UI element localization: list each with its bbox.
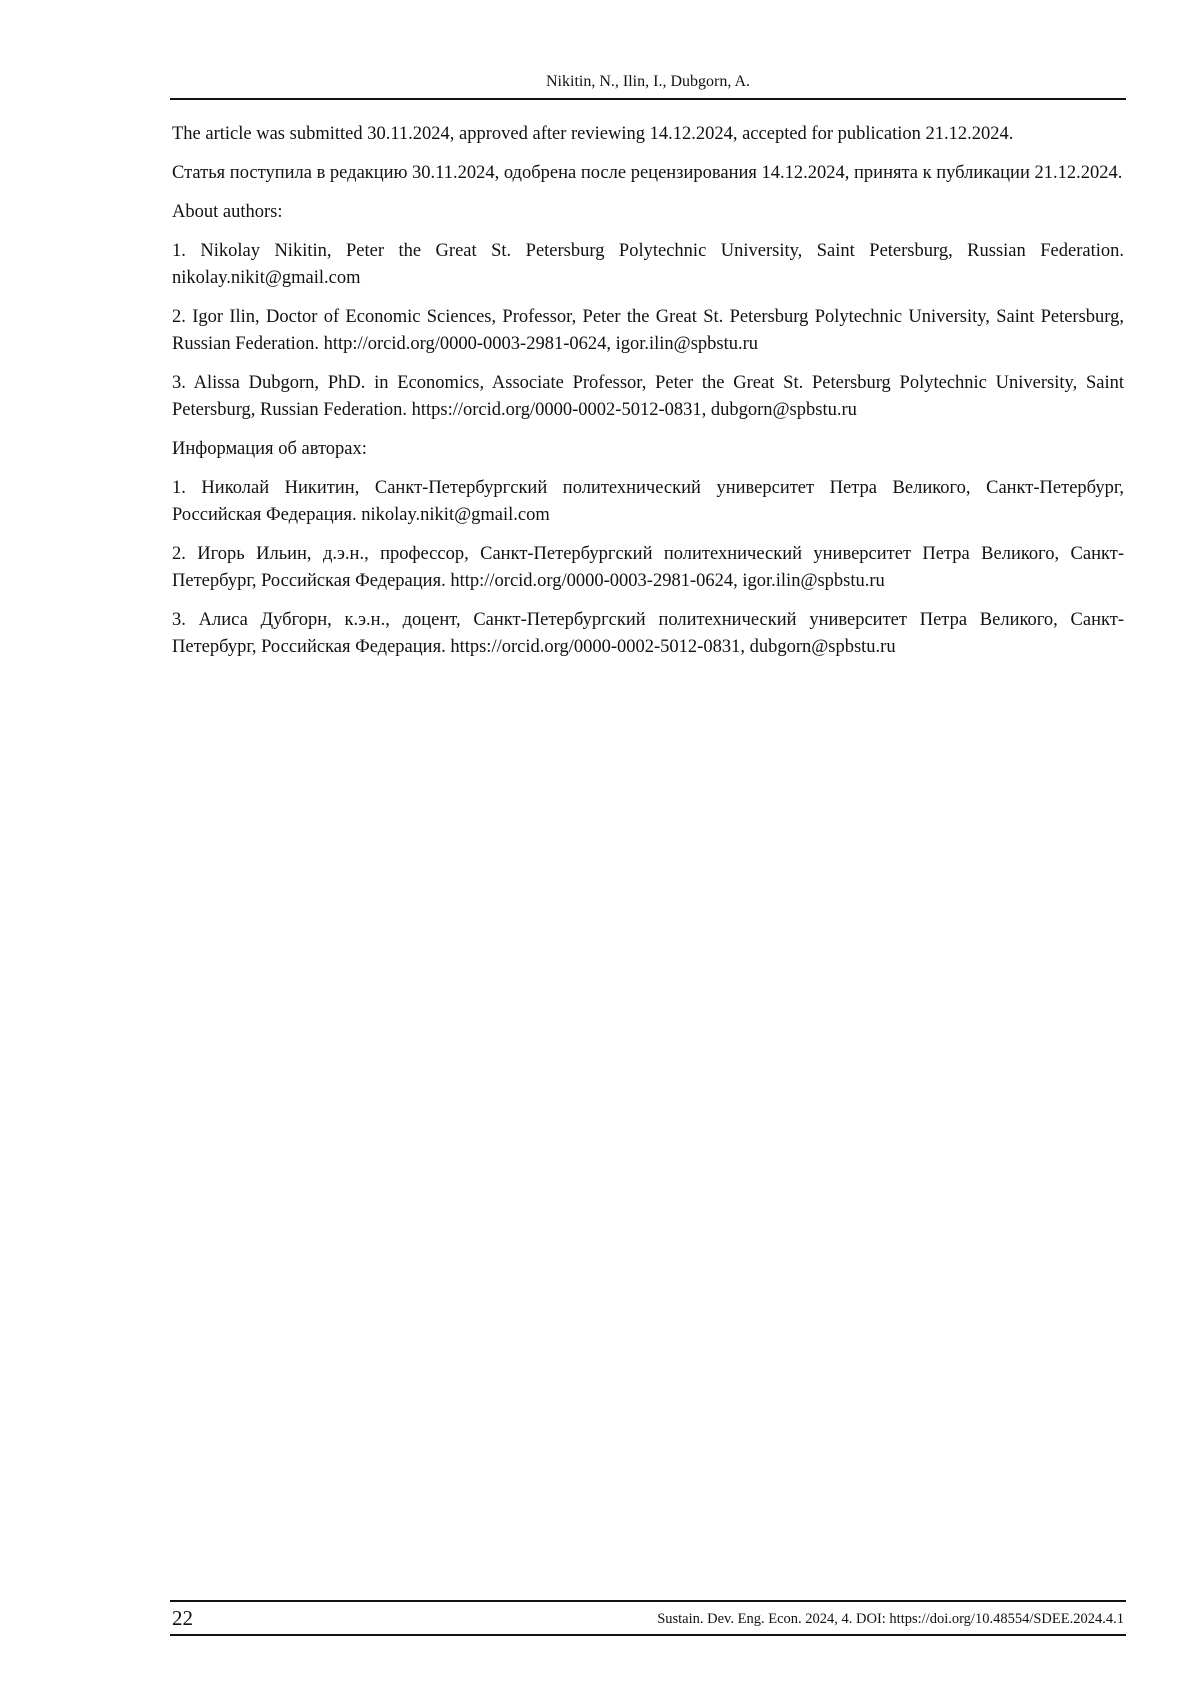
author-entry-ru-1: 1. Николай Никитин, Санкт-Петербургский политехнический университет Петра Великого, Санкт-Петербург, Российская Федерация. nikolay.nikit@gmail.com [172, 478, 1124, 525]
article-back-matter [172, 121, 1124, 673]
author-entry-ru-2: 2. Игорь Ильин, д.э.н., профессор, Санкт-Петербургский политехнический университет Петра Великого, Санкт-Петербург, Российская Федерация. http://orcid.org/0000-0003-2981-0624, igor.ilin@spbstu.ru [172, 544, 1124, 591]
submission-dates-ru: Статья поступила в редакцию 30.11.2024, одобрена после рецензирования 14.12.2024, принята к публикации 21.12.2024. [172, 163, 1123, 183]
journal-citation: Sustain. Dev. Eng. Econ. 2024, 4. DOI: https://doi.org/10.48554/SDEE.2024.4.1 [657, 1611, 1124, 1627]
running-header: Nikitin, N., Ilin, I., Dubgorn, A. [546, 73, 750, 90]
footer-rule-bottom [170, 1634, 1126, 1636]
header-rule [170, 98, 1126, 100]
author-entry-en-3: 3. Alissa Dubgorn, PhD. in Economics, Associate Professor, Peter the Great St. Petersburg Polytechnic University, Saint Petersburg, Russian Federation. https://orcid.org/0000-0002-5012-0831, dubgorn@spbstu.ru [172, 373, 1124, 420]
author-entry-ru-3: 3. Алиса Дубгорн, к.э.н., доцент, Санкт-Петербургский политехнический университет Петра Великого, Санкт-Петербург, Российская Федерация. https://orcid.org/0000-0002-5012-0831, dubgorn@spbstu.ru [172, 610, 1124, 657]
submission-dates-en: The article was submitted 30.11.2024, approved after reviewing 14.12.2024, accepted for publication 21.12.2024. [172, 124, 1014, 144]
page-number: 22 [172, 1606, 193, 1630]
about-authors-heading-ru: Информация об авторах: [172, 439, 367, 459]
author-entry-en-2: 2. Igor Ilin, Doctor of Economic Sciences, Professor, Peter the Great St. Petersburg Polytechnic University, Saint Petersburg, Russian Federation. http://orcid.org/0000-0003-2981-0624, igor.ilin@spbstu.ru [172, 307, 1124, 354]
author-entry-en-1: 1. Nikolay Nikitin, Peter the Great St. Petersburg Polytechnic University, Saint Petersburg, Russian Federation. nikolay.nikit@gmail.com [172, 241, 1124, 288]
footer-rule-top [170, 1600, 1126, 1602]
about-authors-heading-en: About authors: [172, 202, 283, 222]
